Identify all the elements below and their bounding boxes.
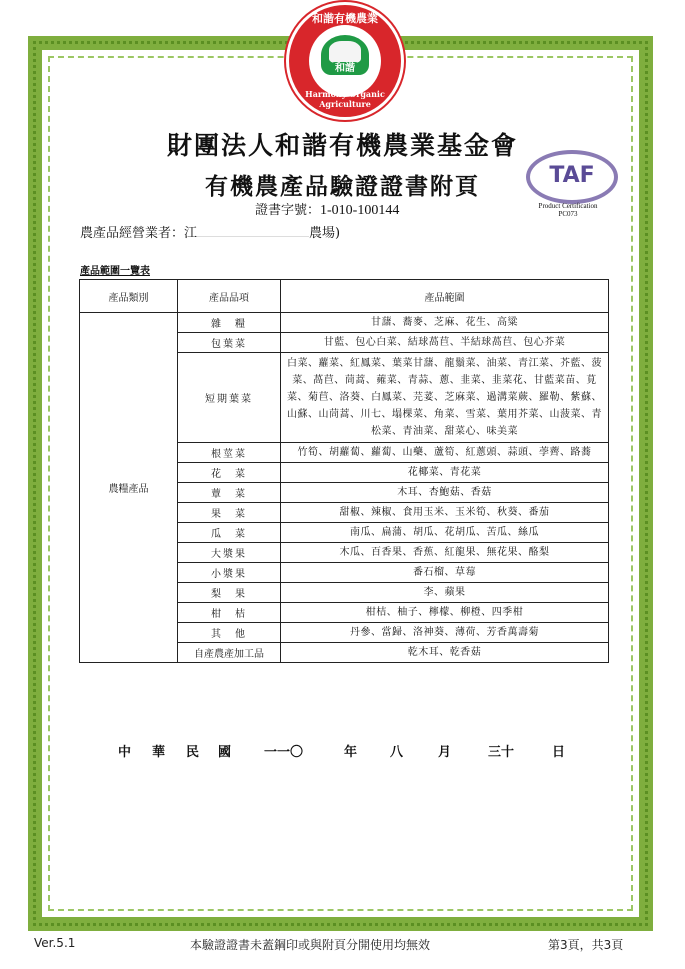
footer-page: 第3頁，共3頁 [548,938,624,952]
item-cell: 瓜 菜 [178,523,281,543]
range-cell: 木耳、杏鮑菇、香菇 [281,483,609,503]
item-cell: 梨 果 [178,583,281,603]
date-year: 一一〇 [264,745,304,760]
range-cell: 竹筍、胡蘿蔔、蘿蔔、山藥、蘆筍、紅蔥頭、蒜頭、荸薺、路蕎 [281,443,609,463]
range-cell: 木瓜、百香果、香蕉、紅龍果、無花果、酪梨 [281,543,609,563]
range-cell: 甘藷、蕎麥、芝麻、花生、高粱 [281,313,609,333]
date-month-unit: 月 [438,745,452,760]
header-category: 產品類別 [80,280,178,313]
range-cell: 南瓜、扁蒲、胡瓜、花胡瓜、苦瓜、絲瓜 [281,523,609,543]
scope-table [79,279,609,663]
item-cell: 小漿果 [178,563,281,583]
range-cell: 甜椒、辣椒、食用玉米、玉米筍、秋葵、番茄 [281,503,609,523]
doc-title: 有機農產品驗證證書附頁 [205,173,480,200]
operator-name-suffix: 農場) [309,226,341,241]
footer-version: Ver.5.1 [34,936,76,950]
date-year-unit: 年 [344,745,358,760]
date-char: 華 [152,745,166,760]
operator-label: 農產品經營業者： [80,226,185,241]
cert-number-value: 1-010-100144 [320,203,400,218]
item-cell: 根莖菜 [178,443,281,463]
item-cell: 花 菜 [178,463,281,483]
range-cell: 甘藍、包心白菜、結球萵苣、半結球萵苣、包心芥菜 [281,333,609,353]
cert-number [255,199,399,219]
range-cell: 番石榴、草莓 [281,563,609,583]
item-cell: 蕈 菜 [178,483,281,503]
table-row [80,313,609,333]
item-cell: 大漿果 [178,543,281,563]
item-cell: 短期葉菜 [178,353,281,443]
header-item: 產品品項 [178,280,281,313]
date-day-unit: 日 [552,745,566,760]
taf-caption-line1: Product Certification [538,202,598,210]
redacted-name [197,222,309,237]
org-name: 財團法人和諧有機農業基金會 [166,131,518,160]
item-cell: 柑 桔 [178,603,281,623]
range-cell: 李、蘋果 [281,583,609,603]
range-cell: 乾木耳、乾香菇 [281,643,609,663]
operator-line [80,222,340,241]
cert-number-label: 證書字號： [255,203,321,218]
date-char: 國 [218,745,232,760]
date-month: 八 [390,745,404,760]
taf-caption-line2: PC073 [558,210,578,218]
scope-heading: 產品範圍一覽表 [80,266,150,277]
date-char: 民 [186,745,200,760]
item-cell: 雜 糧 [178,313,281,333]
table-header-row [80,280,609,313]
range-cell: 白菜、蘿菜、紅鳳菜、葉菜甘藷、龍鬚菜、油菜、青江菜、芥藍、菠菜、萵苣、茼蒿、蕹菜、青蒜、蔥、韭菜、韭菜花、甘藍菜苗、莧菜、菊苣、洛葵、白鳳菜、芫荽、芝麻菜、過溝菜蕨、羅勒、紫蘇、山蘇、山茼蒿、川七、塌棵菜、角菜、雪菜、葉用芥菜、山菠菜、青松菜、青油菜、甜菜心、味美菜 [281,353,609,443]
operator-name-prefix: 江 [184,226,198,241]
range-cell: 柑桔、柚子、檸檬、柳橙、四季柑 [281,603,609,623]
item-cell: 果 菜 [178,503,281,523]
logo-center-text: 和諧 [329,62,361,75]
range-cell: 花椰菜、青花菜 [281,463,609,483]
taf-logo: TAF [526,150,618,204]
date-char: 中 [118,745,132,760]
header-range: 產品範圍 [281,280,609,313]
logo-top-text: 和諧有機農業 [312,12,378,25]
footer-notice: 本驗證證書未蓋鋼印或與附頁分開使用均無效 [190,938,431,952]
item-cell: 其 他 [178,623,281,643]
category-cell: 農糧產品 [80,313,178,663]
item-cell: 包葉菜 [178,333,281,353]
item-cell: 自產農產加工品 [178,643,281,663]
date-day: 三十 [488,745,515,760]
harmony-organic-logo [286,2,404,120]
logo-bottom-text: Harmony Organic Agriculture [305,89,385,109]
taf-caption [522,202,614,218]
range-cell: 丹參、當歸、洛神葵、薄荷、芳香萬壽菊 [281,623,609,643]
